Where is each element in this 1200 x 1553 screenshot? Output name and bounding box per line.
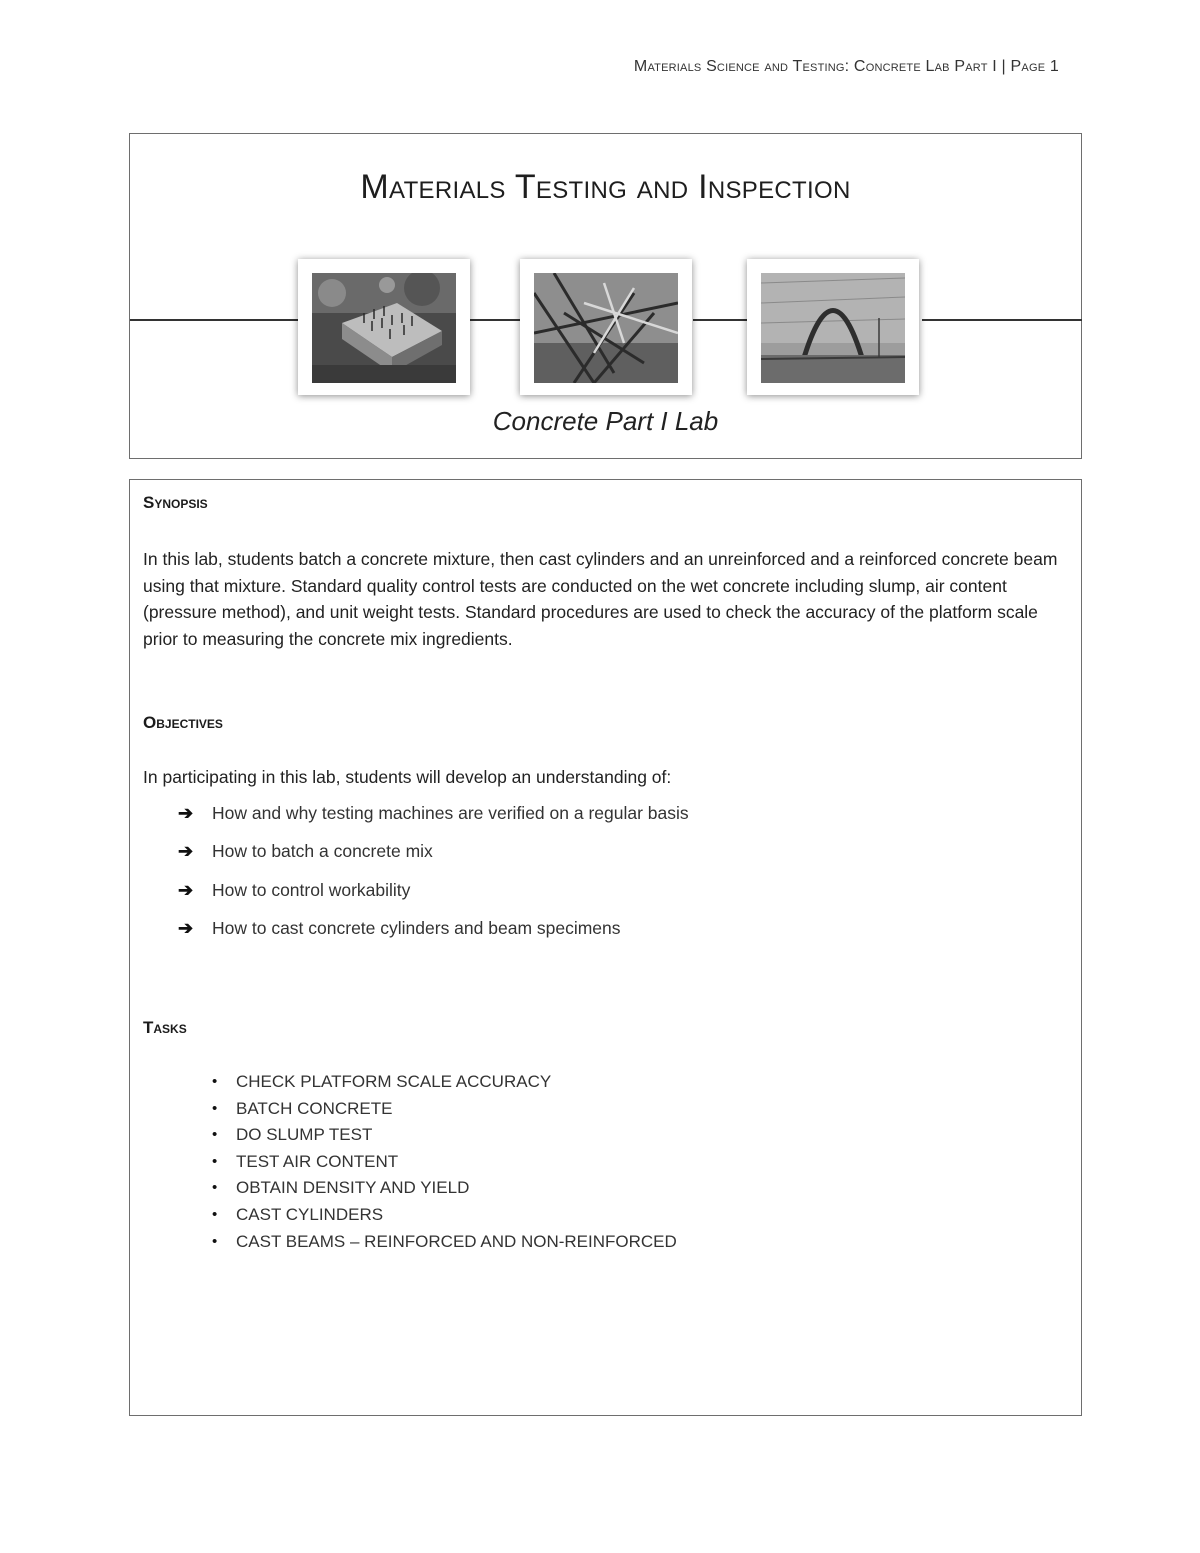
divider-line xyxy=(130,319,300,321)
synopsis-heading: Synopsis xyxy=(143,493,208,512)
objectives-heading: Objectives xyxy=(143,713,223,732)
task-text: CAST CYLINDERS xyxy=(236,1204,384,1224)
arch-monument-image xyxy=(761,273,905,383)
concrete-beam-image xyxy=(312,273,456,383)
bullet-icon: • xyxy=(212,1179,218,1197)
arrow-right-icon: ➔ xyxy=(178,879,194,900)
list-item xyxy=(212,1125,677,1152)
bullet-icon: • xyxy=(212,1152,218,1170)
task-text: OBTAIN DENSITY AND YIELD xyxy=(236,1178,470,1198)
objective-text: How to cast concrete cylinders and beam specimens xyxy=(212,917,621,938)
list-item xyxy=(212,1205,677,1232)
arrow-right-icon: ➔ xyxy=(178,841,194,862)
divider-line xyxy=(470,319,522,321)
list-item xyxy=(212,1099,677,1126)
list-item xyxy=(212,1178,677,1205)
bullet-icon: • xyxy=(212,1126,218,1144)
task-text: DO SLUMP TEST xyxy=(236,1125,373,1145)
objectives-intro: In participating in this lab, students will develop an understanding of: xyxy=(143,767,672,787)
divider-line xyxy=(922,319,1082,321)
divider-line xyxy=(693,319,749,321)
objectives-list xyxy=(178,803,689,956)
synopsis-text: In this lab, students batch a concrete mixture, then cast cylinders and an unreinforced and a reinforced concrete beam using that mixture. Standard quality control tests are conducted on the wet concrete including slump, air content (pressure method), and unit weight tests. Standard procedures are used to check the accuracy of the platform scale prior to measuring the concrete mix ingredients. xyxy=(143,549,1058,649)
running-header: Materials Science and Testing: Concrete Lab Part I | Page 1 xyxy=(633,58,1059,75)
concrete-beam-photo xyxy=(298,259,470,395)
task-text: BATCH CONCRETE xyxy=(236,1098,393,1118)
task-text: CHECK PLATFORM SCALE ACCURACY xyxy=(236,1072,552,1091)
bullet-icon: • xyxy=(212,1205,218,1223)
task-text: TEST AIR CONTENT xyxy=(236,1151,399,1171)
title-box xyxy=(129,133,1082,459)
lab-subtitle: Concrete Part I Lab xyxy=(492,406,719,436)
objective-text: How to batch a concrete mix xyxy=(212,841,433,862)
list-item xyxy=(178,803,689,841)
steel-truss-photo xyxy=(520,259,692,395)
list-item xyxy=(178,918,689,956)
objective-text: How and why testing machines are verified on a regular basis xyxy=(212,803,689,823)
task-text: CAST BEAMS – REINFORCED AND NON-REINFORCED xyxy=(236,1231,677,1251)
list-item xyxy=(178,841,689,879)
content-box xyxy=(129,479,1082,1416)
page-title: Materials Testing and Inspection xyxy=(360,168,851,206)
list-item xyxy=(212,1152,677,1179)
steel-truss-image xyxy=(534,273,678,383)
bullet-icon: • xyxy=(212,1099,218,1117)
bullet-icon: • xyxy=(212,1073,218,1090)
list-item xyxy=(212,1232,677,1259)
arch-monument-photo xyxy=(747,259,919,395)
list-item xyxy=(178,880,689,918)
tasks-list xyxy=(212,1072,677,1258)
arrow-right-icon: ➔ xyxy=(178,917,194,938)
arrow-right-icon: ➔ xyxy=(178,803,194,823)
bullet-icon: • xyxy=(212,1232,218,1250)
objective-text: How to control workability xyxy=(212,879,411,900)
list-item xyxy=(212,1072,677,1099)
tasks-heading: Tasks xyxy=(143,1018,187,1037)
